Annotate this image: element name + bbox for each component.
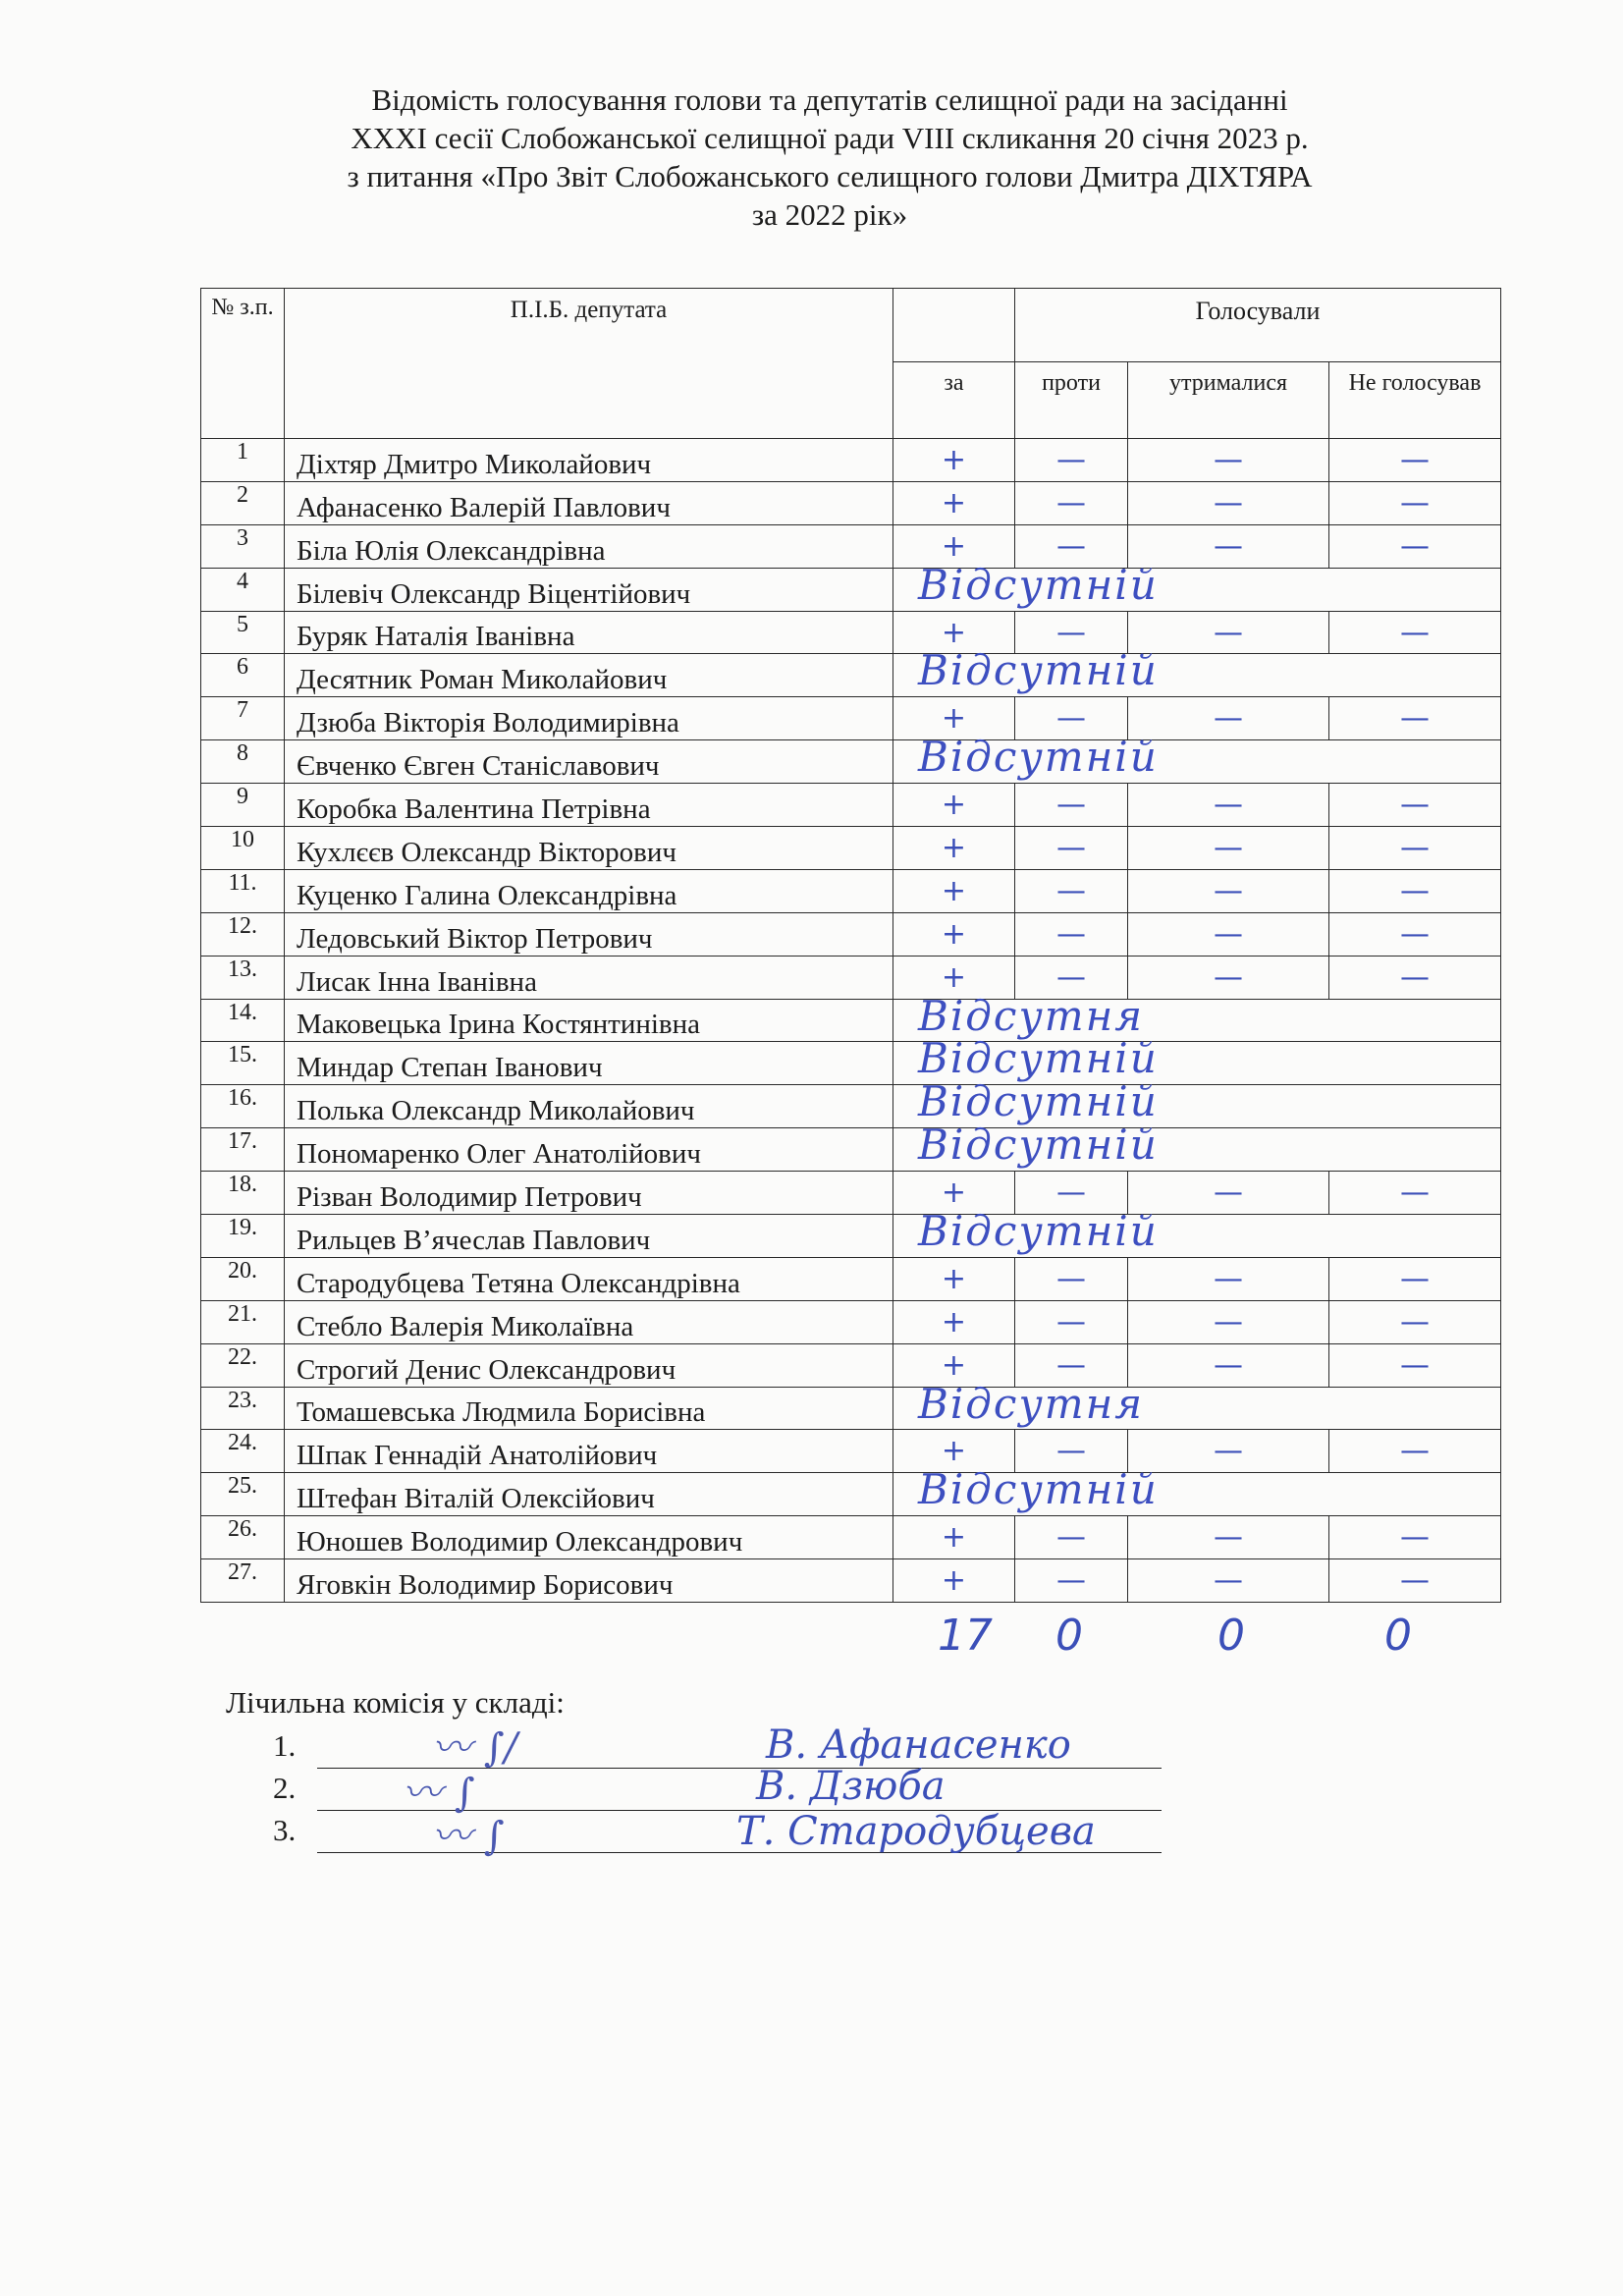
vote-for: + xyxy=(893,697,1015,740)
vote-against: — xyxy=(1015,784,1128,827)
table-row xyxy=(201,1257,1501,1300)
absent-mark: Відсутній xyxy=(918,1207,1159,1256)
vote-against: — xyxy=(1015,1257,1128,1300)
deputy-name: Пономаренко Олег Анатолійович xyxy=(285,1128,893,1172)
vote-against: — xyxy=(1015,1300,1128,1343)
vote-not-voted: — xyxy=(1329,524,1501,568)
vote-for: + xyxy=(893,784,1015,827)
deputy-name: Кухлєєв Олександр Вікторович xyxy=(285,827,893,870)
vote-for: + xyxy=(893,1343,1015,1387)
vote-for: + xyxy=(893,827,1015,870)
vote-against: — xyxy=(1015,611,1128,654)
deputy-name: Шпак Геннадій Анатолійович xyxy=(285,1430,893,1473)
deputy-name: Куценко Галина Олександрівна xyxy=(285,869,893,912)
absent-mark: Відсутній xyxy=(918,560,1159,609)
vote-not-voted: — xyxy=(1329,1430,1501,1473)
header-against: проти xyxy=(1015,362,1128,439)
title-line-1: Відомість голосування голови та депутатів селищної ради на засіданні xyxy=(371,82,1288,117)
table-row xyxy=(201,568,1501,611)
table-row xyxy=(201,439,1501,482)
absent-cell xyxy=(893,1121,1501,1172)
vote-for: + xyxy=(893,1300,1015,1343)
table-row xyxy=(201,611,1501,654)
row-number: 24. xyxy=(201,1430,285,1473)
row-number: 23. xyxy=(201,1387,285,1430)
vote-against: — xyxy=(1015,869,1128,912)
vote-abstained: — xyxy=(1128,1516,1329,1559)
signature-1: 〰 ∫/ xyxy=(432,1725,518,1771)
vote-for: + xyxy=(893,912,1015,956)
vote-against: — xyxy=(1015,1516,1128,1559)
vote-not-voted: — xyxy=(1329,912,1501,956)
deputy-name: Коробка Валентина Петрівна xyxy=(285,784,893,827)
table-row xyxy=(201,1215,1501,1258)
row-number: 27. xyxy=(201,1559,285,1603)
deputy-name: Буряк Наталія Іванівна xyxy=(285,611,893,654)
row-number: 17. xyxy=(201,1128,285,1172)
vote-abstained: — xyxy=(1128,1343,1329,1387)
row-number: 3 xyxy=(201,524,285,568)
title-line-2: XXXI сесії Слобожанської селищної ради VIII скликання 20 січня 2023 р. xyxy=(351,121,1309,155)
vote-abstained: — xyxy=(1128,956,1329,999)
vote-abstained: — xyxy=(1128,439,1329,482)
header-abstained: утрималися xyxy=(1128,362,1329,439)
vote-abstained: — xyxy=(1128,827,1329,870)
vote-not-voted: — xyxy=(1329,1343,1501,1387)
row-number: 5 xyxy=(201,611,285,654)
deputy-name: Дзюба Вікторія Володимирівна xyxy=(285,697,893,740)
vote-against: — xyxy=(1015,697,1128,740)
vote-not-voted: — xyxy=(1329,1516,1501,1559)
table-row xyxy=(201,697,1501,740)
vote-not-voted: — xyxy=(1329,1300,1501,1343)
deputy-name: Різван Володимир Петрович xyxy=(285,1172,893,1215)
title-line-4: за 2022 рік» xyxy=(751,197,908,232)
commission-name-1: В. Афанасенко xyxy=(766,1722,1071,1768)
row-number: 19. xyxy=(201,1215,285,1258)
signature-3: 〰 ∫ xyxy=(432,1814,505,1859)
vote-for: + xyxy=(893,439,1015,482)
table-row xyxy=(201,1559,1501,1603)
vote-not-voted: — xyxy=(1329,697,1501,740)
row-number: 10 xyxy=(201,827,285,870)
absent-mark: Відсутній xyxy=(918,733,1159,782)
row-number: 11. xyxy=(201,869,285,912)
vote-not-voted: — xyxy=(1329,481,1501,524)
vote-not-voted: — xyxy=(1329,1172,1501,1215)
vote-abstained: — xyxy=(1128,1559,1329,1603)
absent-mark: Відсутній xyxy=(918,1121,1159,1170)
commission-num-2: 2. xyxy=(273,1771,297,1805)
vote-for: + xyxy=(893,1257,1015,1300)
absent-mark: Відсутня xyxy=(918,991,1145,1040)
table-body xyxy=(201,439,1501,1603)
deputy-name: Лисак Інна Іванівна xyxy=(285,956,893,999)
row-number: 14. xyxy=(201,999,285,1042)
table-row xyxy=(201,956,1501,999)
vote-against: — xyxy=(1015,1559,1128,1603)
vote-for: + xyxy=(893,481,1015,524)
header-name: П.І.Б. депутата xyxy=(285,289,893,439)
vote-for: + xyxy=(893,524,1015,568)
deputy-name: Юношев Володимир Олександрович xyxy=(285,1516,893,1559)
vote-abstained: — xyxy=(1128,1430,1329,1473)
vote-against: — xyxy=(1015,1172,1128,1215)
row-number: 18. xyxy=(201,1172,285,1215)
vote-for: + xyxy=(893,956,1015,999)
vote-not-voted: — xyxy=(1329,827,1501,870)
row-number: 13. xyxy=(201,956,285,999)
header-for: за xyxy=(893,362,1015,439)
vote-for: + xyxy=(893,1516,1015,1559)
absent-cell xyxy=(893,733,1501,784)
deputy-name: Ледовський Віктор Петрович xyxy=(285,912,893,956)
table-row xyxy=(201,524,1501,568)
row-number: 7 xyxy=(201,697,285,740)
table-row xyxy=(201,1473,1501,1516)
vote-abstained: — xyxy=(1128,697,1329,740)
commission-num-1: 1. xyxy=(273,1728,297,1763)
row-number: 4 xyxy=(201,568,285,611)
vote-abstained: — xyxy=(1128,912,1329,956)
row-number: 22. xyxy=(201,1343,285,1387)
vote-not-voted: — xyxy=(1329,869,1501,912)
row-number: 2 xyxy=(201,481,285,524)
vote-abstained: — xyxy=(1128,524,1329,568)
row-number: 6 xyxy=(201,654,285,697)
absent-cell xyxy=(893,1379,1501,1430)
vote-against: — xyxy=(1015,481,1128,524)
total-against: 0 xyxy=(1055,1611,1083,1661)
row-number: 21. xyxy=(201,1300,285,1343)
header-voted: Голосували xyxy=(1015,289,1501,362)
table-row xyxy=(201,1128,1501,1172)
deputy-name: Томашевська Людмила Борисівна xyxy=(285,1387,893,1430)
vote-abstained: — xyxy=(1128,481,1329,524)
commission-name-3: Т. Стародубцева xyxy=(736,1809,1096,1854)
total-for: 17 xyxy=(938,1611,993,1661)
absent-cell xyxy=(893,1465,1501,1516)
deputy-name: Афанасенко Валерій Павлович xyxy=(285,481,893,524)
absent-mark: Відсутній xyxy=(918,1077,1159,1126)
commission-label: Лічильна комісія у складі: xyxy=(226,1685,565,1720)
deputy-name: Білевіч Олександр Віцентійович xyxy=(285,568,893,611)
deputy-name: Яговкін Володимир Борисович xyxy=(285,1559,893,1603)
deputy-name: Євченко Євген Станіславович xyxy=(285,740,893,784)
table-row xyxy=(201,1172,1501,1215)
vote-against: — xyxy=(1015,1430,1128,1473)
deputy-name: Штефан Віталій Олексійович xyxy=(285,1473,893,1516)
row-number: 25. xyxy=(201,1473,285,1516)
table-row xyxy=(201,1085,1501,1128)
vote-against: — xyxy=(1015,1343,1128,1387)
vote-abstained: — xyxy=(1128,869,1329,912)
vote-abstained: — xyxy=(1128,1172,1329,1215)
deputy-name: Полька Олександр Миколайович xyxy=(285,1085,893,1128)
deputy-name: Миндар Степан Іванович xyxy=(285,1042,893,1085)
row-number: 8 xyxy=(201,740,285,784)
row-number: 12. xyxy=(201,912,285,956)
row-number: 16. xyxy=(201,1085,285,1128)
total-abstained: 0 xyxy=(1217,1611,1245,1661)
voting-table xyxy=(200,288,1501,1603)
vote-not-voted: — xyxy=(1329,611,1501,654)
title-line-3: з питання «Про Звіт Слобожанського селищного голови Дмитра ДІХТЯРА xyxy=(347,159,1313,193)
table-row xyxy=(201,481,1501,524)
vote-abstained: — xyxy=(1128,784,1329,827)
total-not-voted: 0 xyxy=(1384,1611,1412,1661)
vote-against: — xyxy=(1015,956,1128,999)
header-num: № з.п. xyxy=(201,289,285,439)
deputy-name: Біла Юлія Олександрівна xyxy=(285,524,893,568)
table-row xyxy=(201,654,1501,697)
commission-name-2: В. Дзюба xyxy=(756,1764,946,1809)
vote-not-voted: — xyxy=(1329,439,1501,482)
table-row xyxy=(201,1042,1501,1085)
table-row xyxy=(201,827,1501,870)
row-number: 9 xyxy=(201,784,285,827)
table-row xyxy=(201,1430,1501,1473)
vote-abstained: — xyxy=(1128,611,1329,654)
header-not-voted: Не голосував xyxy=(1329,362,1501,439)
table-row xyxy=(201,740,1501,784)
row-number: 1 xyxy=(201,439,285,482)
vote-for: + xyxy=(893,611,1015,654)
vote-abstained: — xyxy=(1128,1257,1329,1300)
document-title xyxy=(196,81,1463,234)
vote-not-voted: — xyxy=(1329,784,1501,827)
table-row xyxy=(201,1300,1501,1343)
vote-for: + xyxy=(893,1430,1015,1473)
vote-for: + xyxy=(893,1559,1015,1603)
deputy-name: Строгий Денис Олександрович xyxy=(285,1343,893,1387)
absent-mark: Відсутній xyxy=(918,1465,1159,1514)
row-number: 20. xyxy=(201,1257,285,1300)
table-row xyxy=(201,999,1501,1042)
table-row xyxy=(201,912,1501,956)
row-number: 15. xyxy=(201,1042,285,1085)
vote-against: — xyxy=(1015,827,1128,870)
absent-cell xyxy=(893,646,1501,697)
deputy-name: Маковецька Ірина Костянтинівна xyxy=(285,999,893,1042)
vote-against: — xyxy=(1015,439,1128,482)
table-row xyxy=(201,869,1501,912)
table-row xyxy=(201,1387,1501,1430)
vote-not-voted: — xyxy=(1329,956,1501,999)
vote-for: + xyxy=(893,869,1015,912)
vote-for: + xyxy=(893,1172,1015,1215)
absent-cell xyxy=(893,560,1501,611)
vote-not-voted: — xyxy=(1329,1257,1501,1300)
vote-not-voted: — xyxy=(1329,1559,1501,1603)
table-row xyxy=(201,1343,1501,1387)
table-row xyxy=(201,1516,1501,1559)
absent-cell xyxy=(893,1207,1501,1258)
row-number: 26. xyxy=(201,1516,285,1559)
vote-against: — xyxy=(1015,912,1128,956)
absent-mark: Відсутній xyxy=(918,646,1159,695)
vote-against: — xyxy=(1015,524,1128,568)
deputy-name: Десятник Роман Миколайович xyxy=(285,654,893,697)
deputy-name: Стебло Валерія Миколаївна xyxy=(285,1300,893,1343)
vote-abstained: — xyxy=(1128,1300,1329,1343)
commission-num-3: 3. xyxy=(273,1813,297,1847)
signature-2: 〰 ∫ xyxy=(403,1771,475,1816)
deputy-name: Рильцев В’ячеслав Павлович xyxy=(285,1215,893,1258)
absent-mark: Відсутній xyxy=(918,1034,1159,1083)
table-row xyxy=(201,784,1501,827)
header-empty xyxy=(893,289,1015,362)
deputy-name: Стародубцева Тетяна Олександрівна xyxy=(285,1257,893,1300)
absent-mark: Відсутня xyxy=(918,1379,1145,1428)
deputy-name: Діхтяр Дмитро Миколайович xyxy=(285,439,893,482)
